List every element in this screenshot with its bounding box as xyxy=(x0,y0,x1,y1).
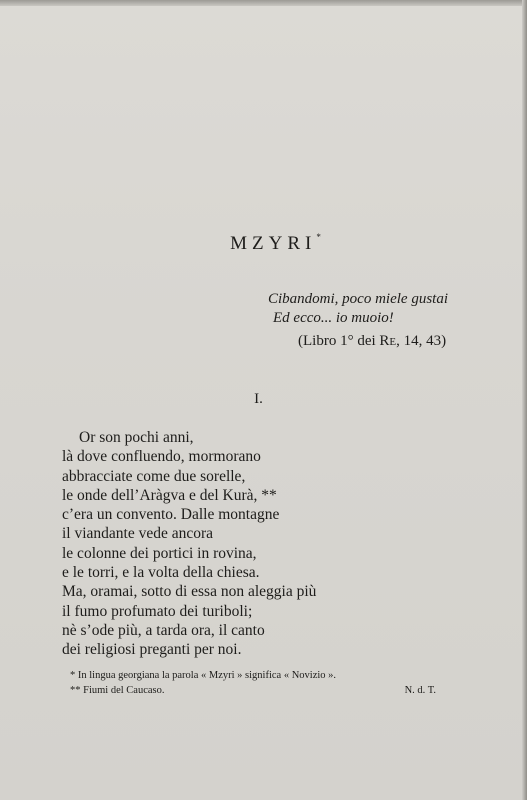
verse-line: Ma, oramai, sotto di essa non aleggia più xyxy=(62,583,317,601)
epigraph-source-suffix: , 14, 43) xyxy=(396,333,447,349)
verse-line: le onde dell’Aràgva e del Kurà, ** xyxy=(62,486,277,504)
verse-line: nè s’ode più, a tarda ora, il canto xyxy=(62,621,265,639)
section-number: I. xyxy=(254,391,263,407)
poem-stanza xyxy=(62,428,316,660)
epigraph-source-prefix: (Libro 1° dei xyxy=(298,333,380,349)
epigraph-source-book: Re xyxy=(379,333,397,349)
page-top-edge xyxy=(0,0,527,6)
poem-title-text: MZYRI xyxy=(230,233,317,254)
epigraph xyxy=(268,290,448,351)
epigraph-line: Ed ecco... io muoio! xyxy=(273,310,394,326)
verse-line: dei religiosi preganti per noi. xyxy=(62,641,242,659)
footnote-2: ** Fiumi del Caucaso. xyxy=(70,685,165,696)
epigraph-line: Cibandomi, poco miele gustai xyxy=(268,291,448,307)
verse-line: abbracciate come due sorelle, xyxy=(62,467,246,485)
poem-title xyxy=(12,232,527,255)
poem-title-footnote-mark: * xyxy=(316,232,321,242)
verse-line: le colonne dei portici in rovina, xyxy=(62,544,257,562)
footnote-2-row xyxy=(70,683,440,698)
epigraph-source xyxy=(268,332,448,351)
verse-line: il fumo profumato dei turiboli; xyxy=(62,602,253,620)
verse-line: là dove confluendo, mormorano xyxy=(62,448,261,466)
verse-line: e le torri, e la volta della chiesa. xyxy=(62,564,260,582)
translator-note-attribution: N. d. T. xyxy=(404,685,436,696)
verse-line: il viandante vede ancora xyxy=(62,525,214,543)
page-right-edge xyxy=(522,0,527,800)
footnote-1: * In lingua georgiana la parola « Mzyri » significa « Novizio ». xyxy=(70,670,337,681)
verse-line: Or son pochi anni, xyxy=(79,429,194,446)
footnotes xyxy=(70,668,440,698)
verse-line: c’era un convento. Dalle montagne xyxy=(62,506,280,524)
